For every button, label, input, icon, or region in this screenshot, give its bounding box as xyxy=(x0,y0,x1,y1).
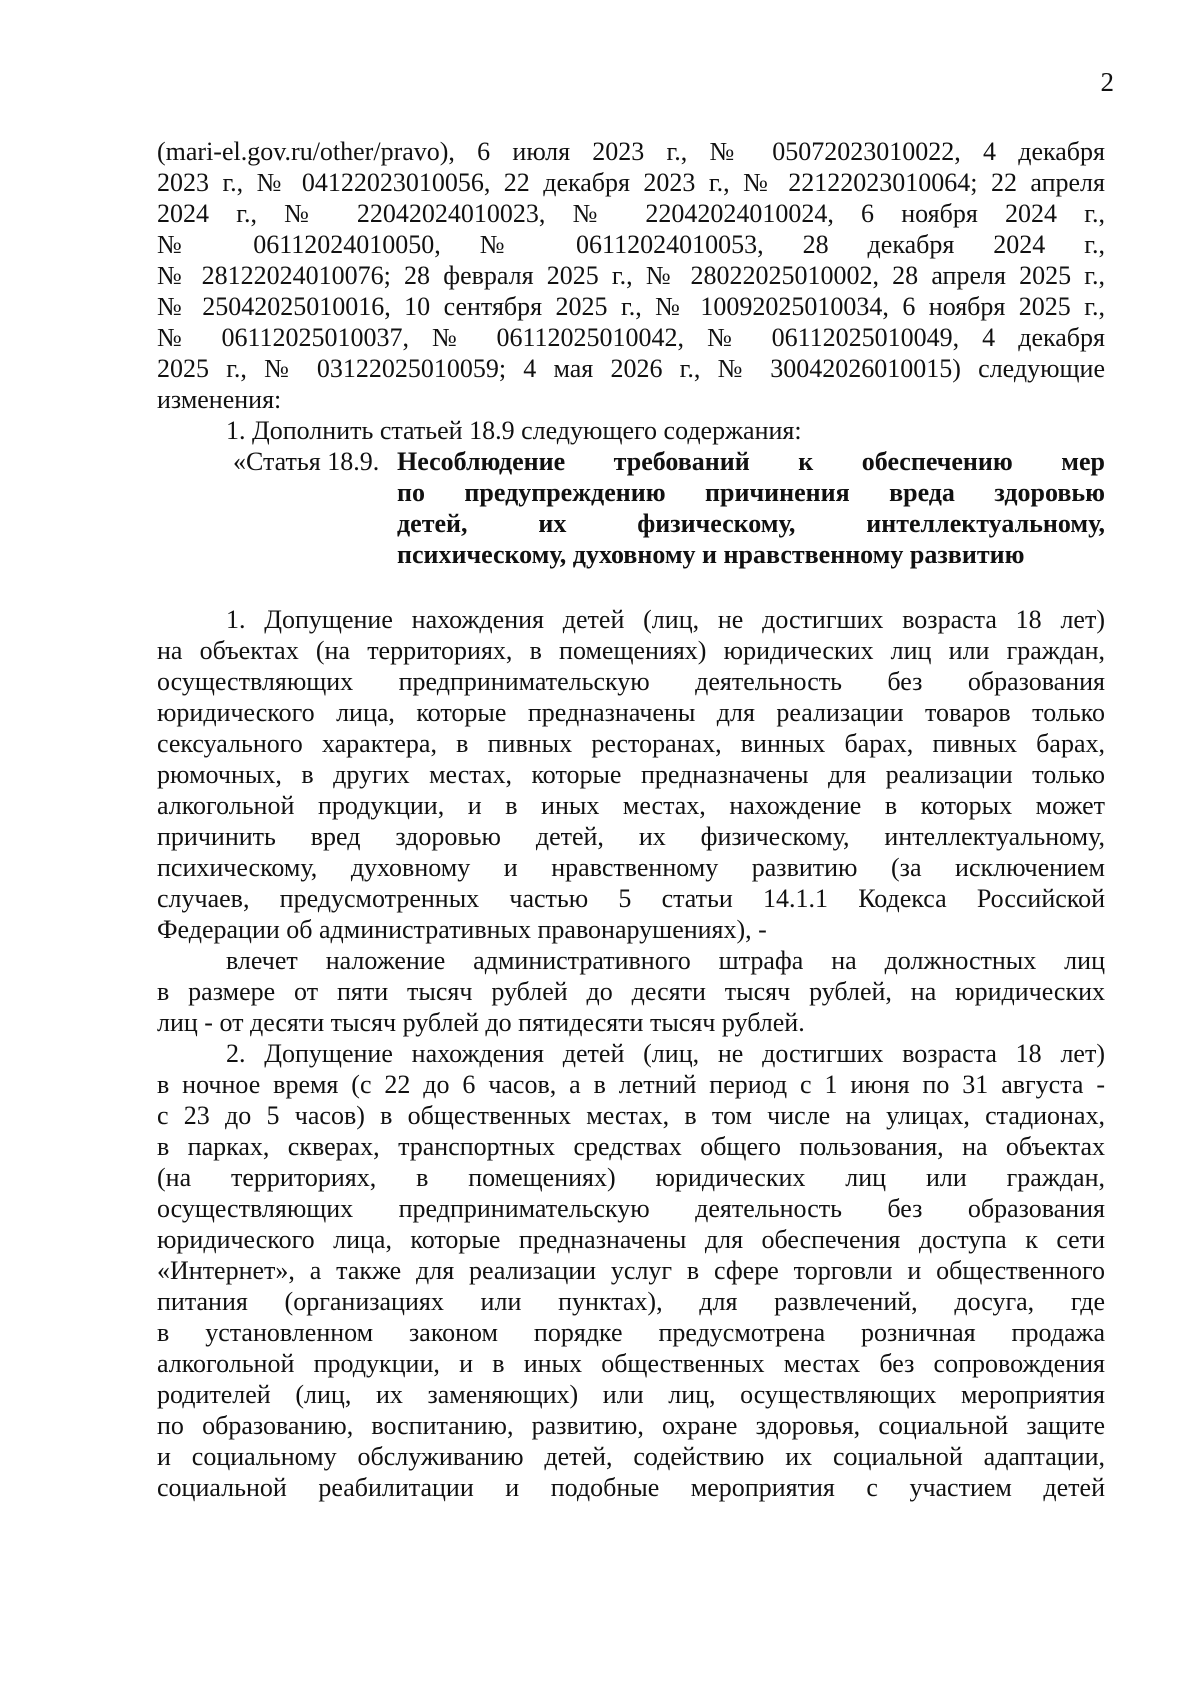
text-line: рюмочных, в других местах, которые предназначены для реализации только xyxy=(157,760,1105,789)
text-line: № 28122024010076; 28 февраля 2025 г., № 28022025010002, 28 апреля 2025 г., xyxy=(157,261,1105,290)
text-line: в размере от пяти тысяч рублей до десяти тысяч рублей, на юридических xyxy=(157,977,1105,1006)
text-line: 2023 г., № 04122023010056, 22 декабря 2023 г., № 22122023010064; 22 апреля xyxy=(157,168,1105,197)
text-line: причинить вред здоровью детей, их физическому, интеллектуальному, xyxy=(157,822,1105,851)
text-line: изменения: xyxy=(157,385,282,414)
text-line: юридического лица, которые предназначены для реализации товаров только xyxy=(157,698,1105,727)
text-line: в ночное время (с 22 до 6 часов, а в летний период с 1 июня по 31 августа - xyxy=(157,1070,1105,1099)
text-line: по образованию, воспитанию, развитию, охране здоровья, социальной защите xyxy=(157,1411,1105,1440)
text-line: лиц - от десяти тысяч рублей до пятидесяти тысяч рублей. xyxy=(157,1008,805,1037)
text-line: 2024 г., № 22042024010023, № 22042024010024, 6 ноября 2024 г., xyxy=(157,199,1105,228)
article-label: «Статья 18.9. xyxy=(233,447,380,476)
article-title xyxy=(397,446,1105,570)
text-line: алкогольной продукции, и в иных общественных местах без сопровождения xyxy=(157,1349,1105,1378)
text-line: «Интернет», а также для реализации услуг в сфере торговли и общественного xyxy=(157,1256,1105,1285)
text-line: № 25042025010016, 10 сентября 2025 г., № 10092025010034, 6 ноября 2025 г., xyxy=(157,292,1105,321)
text-line: 1. Допущение нахождения детей (лиц, не достигших возраста 18 лет) xyxy=(226,605,1105,634)
title-line: по предупреждению причинения вреда здоровью xyxy=(397,478,1105,507)
text-line: случаев, предусмотренных частью 5 статьи 14.1.1 Кодекса Российской xyxy=(157,884,1105,913)
document-body xyxy=(157,136,1105,1503)
spacer xyxy=(157,570,1105,604)
text-line: в установленном законом порядке предусмотрена розничная продажа xyxy=(157,1318,1105,1347)
text-line: родителей (лиц, их заменяющих) или лиц, осуществляющих мероприятия xyxy=(157,1380,1105,1409)
text-line: в парках, скверах, транспортных средствах общего пользования, на объектах xyxy=(157,1132,1105,1161)
text-line: на объектах (на территориях, в помещениях) юридических лиц или граждан, xyxy=(157,636,1105,665)
text-line: алкогольной продукции, и в иных местах, нахождение в которых может xyxy=(157,791,1105,820)
text-line: 2. Допущение нахождения детей (лиц, не достигших возраста 18 лет) xyxy=(226,1039,1105,1068)
title-line: детей, их физическому, интеллектуальному, xyxy=(397,509,1105,538)
article-part-1 xyxy=(157,604,1105,945)
text-line: сексуального характера, в пивных ресторанах, винных барах, пивных барах, xyxy=(157,729,1105,758)
text-line: с 23 до 5 часов) в общественных местах, в том числе на улицах, стадионах, xyxy=(157,1101,1105,1130)
text-line: (mari-el.gov.ru/other/pravo), 6 июля 2023 г., № 05072023010022, 4 декабря xyxy=(157,137,1105,166)
text-line: № 06112025010037, № 06112025010042, № 06112025010049, 4 декабря xyxy=(157,323,1105,352)
text-line: осуществляющих предпринимательскую деятельность без образования xyxy=(157,667,1105,696)
text-line: юридического лица, которые предназначены для обеспечения доступа к сети xyxy=(157,1225,1105,1254)
text-line: (на территориях, в помещениях) юридических лиц или граждан, xyxy=(157,1163,1105,1192)
text-line: осуществляющих предпринимательскую деятельность без образования xyxy=(157,1194,1105,1223)
text-line: психическому, духовному и нравственному развитию (за исключением xyxy=(157,853,1105,882)
text-line: социальной реабилитации и подобные мероприятия с участием детей xyxy=(157,1473,1105,1502)
text-line: и социальному обслуживанию детей, содействию их социальной адаптации, xyxy=(157,1442,1105,1471)
text-line: влечет наложение административного штрафа на должностных лиц xyxy=(226,946,1105,975)
penalty-1 xyxy=(157,945,1105,1038)
title-line: Несоблюдение требований к обеспечению мер xyxy=(397,447,1105,476)
text-line: 2025 г., № 03122025010059; 4 мая 2026 г., № 30042026010015) следующие xyxy=(157,354,1105,383)
intro-paragraph xyxy=(157,136,1105,415)
article-part-2 xyxy=(157,1038,1105,1503)
page-number: 2 xyxy=(1100,67,1114,97)
text-line: Федерации об административных правонарушениях), - xyxy=(157,915,767,944)
title-line: психическому, духовному и нравственному развитию xyxy=(397,540,1025,569)
text-line: № 06112024010050, № 06112024010053, 28 декабря 2024 г., xyxy=(157,230,1105,259)
article-heading xyxy=(233,446,1105,570)
text-line: питания (организациях или пунктах), для развлечений, досуга, где xyxy=(157,1287,1105,1316)
amendment-item: 1. Дополнить статьей 18.9 следующего содержания: xyxy=(226,416,802,445)
